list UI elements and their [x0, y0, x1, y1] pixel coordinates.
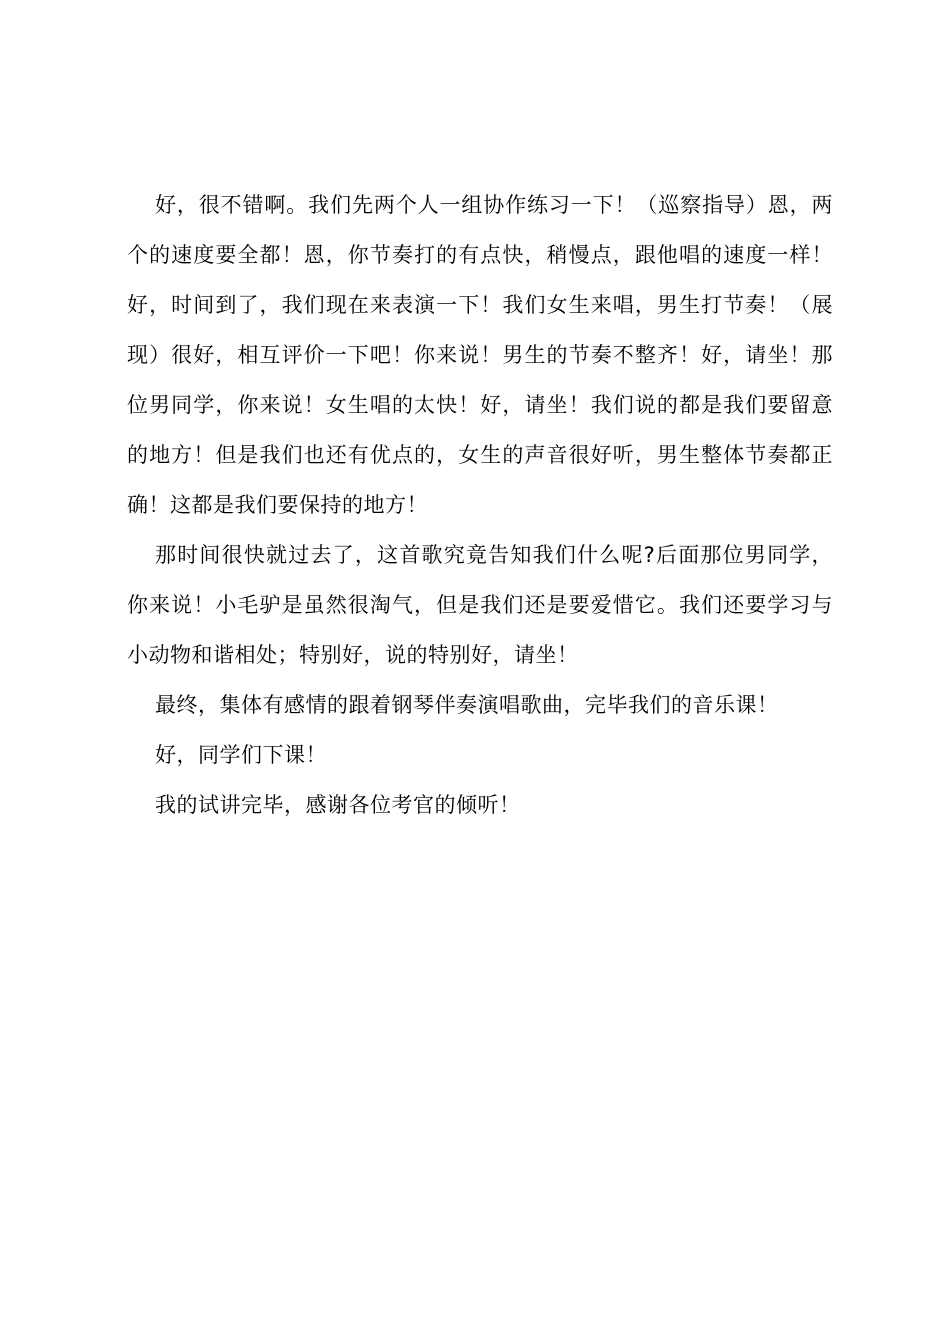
paragraph-song-meaning: 那时间很快就过去了，这首歌究竟告知我们什么呢?后面那位男同学，你来说！小毛驴是虽然很淘气，但是我们还是要爱惜它。我们还要学习与小动物和谐相处；特别好，说的特别好，请坐！	[127, 543, 833, 667]
paragraph-closing-thanks: 我的试讲完毕，感谢各位考官的倾听！	[155, 793, 521, 817]
paragraph-final-singing: 最终，集体有感情的跟着钢琴伴奏演唱歌曲，完毕我们的音乐课！	[155, 693, 779, 717]
document-body	[127, 180, 833, 830]
paragraph-class-dismissed: 好，同学们下课！	[155, 743, 327, 767]
paragraph-practice-feedback: 好，很不错啊。我们先两个人一组协作练习一下！（巡察指导）恩，两个的速度要全都！恩，你节奏打的有点快，稍慢点，跟他唱的速度一样！好，时间到了，我们现在来表演一下！我们女生来唱，男生打节奏！（展现）很好，相互评价一下吧！你来说！男生的节奏不整齐！好，请坐！那位男同学，你来说！女生唱的太快！好，请坐！我们说的都是我们要留意的地方！但是我们也还有优点的，女生的声音很好听，男生整体节奏都正确！这都是我们要保持的地方！	[127, 193, 833, 517]
